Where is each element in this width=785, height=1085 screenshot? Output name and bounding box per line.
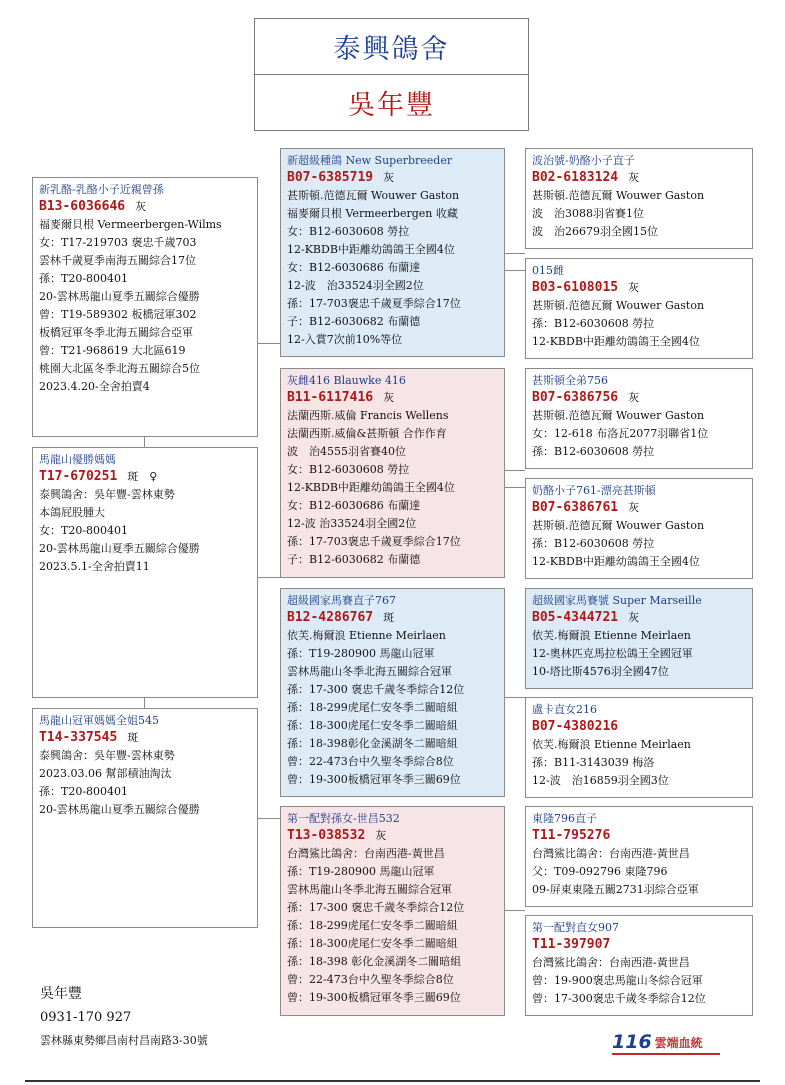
pedigree-line: 12-波 治33524羽全國2位 bbox=[287, 279, 424, 292]
ring-number-row bbox=[532, 718, 752, 736]
ring-number: B03-6108015 bbox=[532, 280, 619, 295]
pedigree-line: 甚斯頓.范德瓦爾 Wouwer Gaston bbox=[532, 299, 705, 312]
ring-number: B07-4380216 bbox=[532, 719, 619, 734]
ring-number: T11-397907 bbox=[532, 937, 611, 952]
ring-number: B05-4344721 bbox=[532, 610, 619, 625]
bird-title: 第一配對直女907 bbox=[532, 921, 619, 934]
bird-title: 馬龍山優勝媽媽 bbox=[39, 453, 116, 466]
pedigree-line: 福麥爾貝根 Vermeerbergen-Wilms bbox=[39, 218, 222, 231]
pedigree-line: 桃園大北區冬季北海五關綜合5位 bbox=[39, 362, 200, 375]
logo-number: 116 bbox=[612, 1031, 652, 1053]
pedigree-line: 曾：19-300板橋冠軍冬季三關69位 bbox=[287, 773, 461, 786]
pedigree-line: 12-入賞7次前10%等位 bbox=[287, 333, 403, 346]
ring-number: B11-6117416 bbox=[287, 390, 374, 405]
feather-color: 灰 bbox=[375, 829, 387, 842]
feather-color: 斑 bbox=[383, 611, 395, 624]
pedigree-line: 12-奧林匹克馬拉松鴿王全國冠軍 bbox=[532, 647, 693, 660]
pedigree-line: 雲林千歲夏季南海五關綜合17位 bbox=[39, 254, 196, 267]
bird-card-b3 bbox=[32, 708, 258, 928]
pedigree-line: 曾：22-473台中久聖冬季綜合8位 bbox=[287, 755, 454, 768]
ring-number-row bbox=[39, 729, 257, 747]
pedigree-line: 曾：T21-968619 大北區619 bbox=[39, 344, 186, 357]
bird-title: 015雌 bbox=[532, 264, 564, 277]
pedigree-line: 雲林馬龍山冬季北海五關綜合冠軍 bbox=[287, 883, 452, 896]
ring-number: B07-6385719 bbox=[287, 170, 374, 185]
pedigree-line: 孫：18-398 彰化金溪湖冬二關暗組 bbox=[287, 955, 462, 968]
pedigree-line: 曾：19-900褒忠馬龍山冬綜合冠軍 bbox=[532, 974, 703, 987]
ring-number-row bbox=[287, 389, 504, 407]
bird-title: 第一配對孫女-世昌532 bbox=[287, 812, 400, 825]
pedigree-line: 2023.5.1-全舍拍賣11 bbox=[39, 560, 150, 573]
connector bbox=[257, 577, 281, 578]
feather-color: 斑 bbox=[127, 731, 139, 744]
bird-card-b11 bbox=[525, 478, 753, 579]
feather-color: 灰 bbox=[383, 171, 395, 184]
pedigree-line: 12-波 治16859羽全國3位 bbox=[532, 774, 669, 787]
feather-color: 灰 bbox=[628, 391, 640, 404]
pedigree-line: 12-波 治33524羽全國2位 bbox=[287, 517, 417, 530]
pedigree-line: 曾：T19-589302 板橋冠軍302 bbox=[39, 308, 197, 321]
ring-number: B07-6386761 bbox=[532, 500, 619, 515]
ring-number-row bbox=[532, 279, 752, 297]
pedigree-line: 板橋冠軍冬季北海五關綜合亞軍 bbox=[39, 326, 193, 339]
pedigree-line: 2023.03.06 幫部積油淘汰 bbox=[39, 767, 172, 780]
pedigree-line: 孫：T20-800401 bbox=[39, 785, 129, 798]
pedigree-line: 10-塔比斯4576羽全國47位 bbox=[532, 665, 669, 678]
bird-card-b10 bbox=[525, 368, 753, 469]
pedigree-line: 曾：19-300板橋冠軍冬季三關69位 bbox=[287, 991, 461, 1004]
pedigree-line: 台灣鯊比鴿舍：台南西港-黃世昌 bbox=[287, 847, 445, 860]
pedigree-line: 曾：22-473台中久聖冬季綜合8位 bbox=[287, 973, 454, 986]
connector bbox=[504, 253, 525, 254]
ring-number: T17-670251 bbox=[39, 469, 118, 484]
ring-number-row bbox=[287, 609, 504, 627]
pedigree-line: 孫：17-300 褒忠千歲冬季綜合12位 bbox=[287, 901, 465, 914]
bird-card-b9 bbox=[525, 258, 753, 359]
ring-number-row bbox=[39, 468, 257, 486]
pedigree-line: 台灣鯊比鴿舍：台南西港-黃世昌 bbox=[532, 956, 690, 969]
ring-number-row bbox=[39, 198, 257, 216]
ring-number-row bbox=[532, 609, 752, 627]
bird-card-b6 bbox=[280, 588, 505, 797]
pedigree-line: 法蘭西斯.威倫&甚斯頓 合作作育 bbox=[287, 427, 447, 440]
pedigree-line: 法蘭西斯.威倫 Francis Wellens bbox=[287, 409, 449, 422]
pedigree-line: 孫：17-703褒忠千歲夏季綜合17位 bbox=[287, 535, 461, 548]
feather-color: 斑 ♀ bbox=[127, 470, 158, 483]
connector bbox=[257, 818, 281, 819]
pedigree-line: 甚斯頓.范德瓦爾 Wouwer Gaston bbox=[287, 189, 460, 202]
pedigree-line: 孫：17-300 褒忠千歲冬季綜合12位 bbox=[287, 683, 465, 696]
owner-name: 吳年豐 bbox=[40, 986, 82, 1002]
bird-card-b12 bbox=[525, 588, 753, 689]
connector bbox=[504, 270, 525, 271]
bird-title: 盧卡直女216 bbox=[532, 703, 597, 716]
bird-title: 波治號-奶酪小子直子 bbox=[532, 154, 635, 167]
pedigree-line: 甚斯頓.范德瓦爾 Wouwer Gaston bbox=[532, 189, 705, 202]
pedigree-line: 女：B12-6030608 勞拉 bbox=[287, 463, 410, 476]
pedigree-line: 泰興鴿舍：吳年豐-雲林東勢 bbox=[39, 749, 175, 762]
pedigree-line: 女：B12-6030686 布蘭達 bbox=[287, 499, 421, 512]
pedigree-line: 女：T17-219703 褒忠千歲703 bbox=[39, 236, 197, 249]
pedigree-line: 12-KBDB中距離幼鴿鴿王全國4位 bbox=[287, 243, 455, 256]
bird-title: 灰雌416 Blauwke 416 bbox=[287, 374, 406, 387]
pedigree-line: 女：12-618 布洛瓦2077羽聯省1位 bbox=[532, 427, 709, 440]
pedigree-line: 20-雲林馬龍山夏季五關綜合優勝 bbox=[39, 290, 200, 303]
pedigree-line: 依芙.梅爾浪 Etienne Meirlaen bbox=[287, 629, 446, 642]
ring-number-row bbox=[532, 827, 752, 845]
pedigree-line: 雲林馬龍山冬季北海五關綜合冠軍 bbox=[287, 665, 452, 678]
pedigree-line: 女：B12-6030608 勞拉 bbox=[287, 225, 410, 238]
owner-phone: 0931-170 927 bbox=[40, 1010, 132, 1025]
feather-color: 灰 bbox=[135, 200, 147, 213]
pedigree-line: 女：T20-800401 bbox=[39, 524, 129, 537]
pedigree-line: 孫：17-703褒忠千歲夏季綜合17位 bbox=[287, 297, 461, 310]
ring-number: B02-6183124 bbox=[532, 170, 619, 185]
connector bbox=[504, 697, 525, 698]
pedigree-line: 父：T09-092796 東隆796 bbox=[532, 865, 668, 878]
connector bbox=[144, 697, 145, 708]
pedigree-line: 孫：18-299虎尾仁安冬季二關暗組 bbox=[287, 919, 458, 932]
ring-number-row bbox=[287, 169, 504, 187]
pedigree-line: 12-KBDB中距離幼鴿鴿王全國4位 bbox=[287, 481, 455, 494]
connector bbox=[504, 487, 525, 488]
brand-logo bbox=[612, 1031, 703, 1053]
bird-title: 奶酪小子761-漂亮甚斯頓 bbox=[532, 484, 656, 497]
pedigree-line: 孫：T19-280900 馬龍山冠軍 bbox=[287, 865, 435, 878]
bird-title: 超級國家馬賽號 Super Marseille bbox=[532, 594, 702, 607]
pedigree-line: 20-雲林馬龍山夏季五關綜合優勝 bbox=[39, 803, 200, 816]
ring-number: T13-038532 bbox=[287, 828, 366, 843]
bird-title: 新乳酪-乳酪小子近親曾孫 bbox=[39, 183, 164, 196]
pedigree-line: 子：B12-6030682 布蘭德 bbox=[287, 315, 421, 328]
bird-card-b1 bbox=[32, 177, 258, 437]
pedigree-line: 女：B12-6030686 布蘭達 bbox=[287, 261, 421, 274]
ring-number-row bbox=[532, 169, 752, 187]
bird-card-b14 bbox=[525, 806, 753, 907]
bird-title: 甚斯頓全弟756 bbox=[532, 374, 608, 387]
connector bbox=[144, 436, 145, 447]
feather-color: 灰 bbox=[628, 281, 640, 294]
logo-underline bbox=[612, 1053, 720, 1055]
pedigree-line: 依芙.梅爾浪 Etienne Meirlaen bbox=[532, 629, 691, 642]
feather-color: 灰 bbox=[628, 171, 640, 184]
owner-contact bbox=[40, 984, 208, 1050]
ring-number: B12-4286767 bbox=[287, 610, 374, 625]
connector bbox=[257, 343, 281, 344]
connector bbox=[504, 910, 525, 911]
bird-title: 新超級種鴿 New Superbreeder bbox=[287, 154, 453, 167]
pedigree-line: 12-KBDB中距離幼鴿鴿王全國4位 bbox=[532, 555, 700, 568]
ring-number: T11-795276 bbox=[532, 828, 611, 843]
bird-card-b8 bbox=[525, 148, 753, 249]
pedigree-line: 孫：B12-6030608 勞拉 bbox=[532, 537, 655, 550]
pedigree-line: 台灣鯊比鴿舍：台南西港-黃世昌 bbox=[532, 847, 690, 860]
ring-number: B13-6036646 bbox=[39, 199, 126, 214]
owner-header: 吳年豐 bbox=[254, 74, 529, 131]
pedigree-line: 09-屏東東隆五關2731羽綜合亞軍 bbox=[532, 883, 699, 896]
pedigree-line: 孫：18-300虎尾仁安冬季二關暗組 bbox=[287, 937, 458, 950]
pedigree-line: 子：B12-6030682 布蘭德 bbox=[287, 553, 421, 566]
bird-card-b13 bbox=[525, 697, 753, 798]
pedigree-line: 孫：18-398彰化金溪湖冬二關暗組 bbox=[287, 737, 458, 750]
loft-name: 泰興鴿舍 bbox=[254, 18, 529, 75]
owner-address: 雲林縣東勢鄉昌南村昌南路3-30號 bbox=[40, 1034, 208, 1047]
pedigree-line: 甚斯頓.范德瓦爾 Wouwer Gaston bbox=[532, 409, 705, 422]
bird-card-b2 bbox=[32, 447, 258, 698]
pedigree-line: 曾：17-300褒忠千歲冬季綜合12位 bbox=[532, 992, 706, 1005]
bird-card-b4 bbox=[280, 148, 505, 357]
pedigree-line: 孫：B12-6030608 勞拉 bbox=[532, 317, 655, 330]
pedigree-line: 孫：B11-3143039 梅洛 bbox=[532, 756, 655, 769]
feather-color: 灰 bbox=[383, 391, 395, 404]
ring-number: B07-6386756 bbox=[532, 390, 619, 405]
bird-card-b5 bbox=[280, 368, 505, 578]
ring-number-row bbox=[287, 827, 504, 845]
feather-color: 灰 bbox=[628, 611, 640, 624]
pedigree-line: 孫：T20-800401 bbox=[39, 272, 129, 285]
pedigree-line: 12-KBDB中距離幼鴿鴿王全國4位 bbox=[532, 335, 700, 348]
connector bbox=[504, 470, 525, 471]
ring-number: T14-337545 bbox=[39, 730, 118, 745]
bird-title: 超級國家馬賽直子767 bbox=[287, 594, 396, 607]
pedigree-line: 本鴿屁股腫大 bbox=[39, 506, 105, 519]
pedigree-line: 孫：18-300虎尾仁安冬季二關暗組 bbox=[287, 719, 458, 732]
bird-title: 馬龍山冠軍媽媽全姐545 bbox=[39, 714, 159, 727]
pedigree-line: 泰興鴿舍：吳年豐-雲林東勢 bbox=[39, 488, 175, 501]
pedigree-line: 孫：B12-6030608 勞拉 bbox=[532, 445, 655, 458]
pedigree-line: 孫：T19-280900 馬龍山冠軍 bbox=[287, 647, 435, 660]
logo-text: 雲端血統 bbox=[654, 1036, 703, 1050]
ring-number-row bbox=[532, 389, 752, 407]
pedigree-line: 依芙.梅爾浪 Etienne Meirlaen bbox=[532, 738, 691, 751]
bird-title: 東隆796直子 bbox=[532, 812, 597, 825]
ring-number-row bbox=[532, 936, 752, 954]
pedigree-line: 20-雲林馬龍山夏季五關綜合優勝 bbox=[39, 542, 200, 555]
pedigree-line: 孫：18-299虎尾仁安冬季二關暗組 bbox=[287, 701, 458, 714]
pedigree-line: 波 治4555羽省賽40位 bbox=[287, 445, 406, 458]
pedigree-line: 波 治3088羽省賽1位 bbox=[532, 207, 644, 220]
ring-number-row bbox=[532, 499, 752, 517]
pedigree-line: 福麥爾貝根 Vermeerbergen 收藏 bbox=[287, 207, 458, 220]
bird-card-b15 bbox=[525, 915, 753, 1016]
footer-rule bbox=[25, 1080, 760, 1082]
pedigree-line: 甚斯頓.范德瓦爾 Wouwer Gaston bbox=[532, 519, 705, 532]
bird-card-b7 bbox=[280, 806, 505, 1016]
pedigree-line: 波 治26679羽全國15位 bbox=[532, 225, 658, 238]
feather-color: 灰 bbox=[628, 501, 640, 514]
pedigree-line: 2023.4.20-全舍拍賣4 bbox=[39, 380, 150, 393]
